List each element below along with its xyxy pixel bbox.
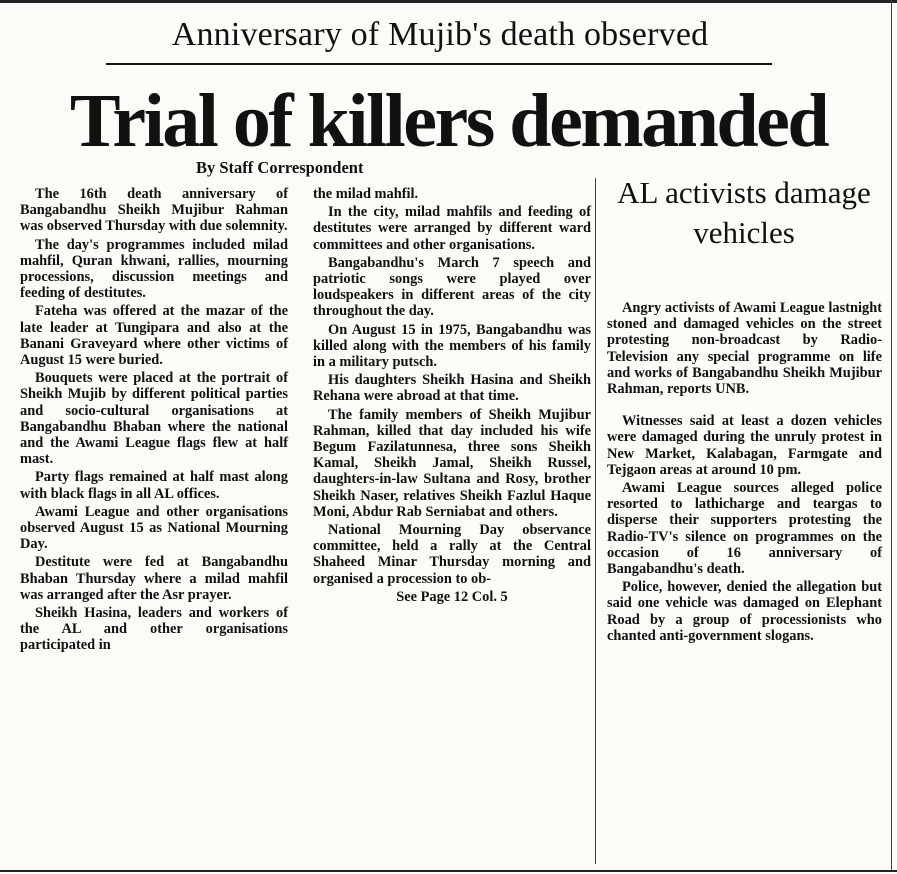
paragraph: In the city, milad mahfils and feeding of destitutes were arranged by different ward committees and other organisations. (313, 204, 591, 253)
paragraph: National Mourning Day observance committee, held a rally at the Central Shaheed Minar Thursday morning and organised a procession to ob- (313, 522, 591, 587)
sidebar-headline: AL activists damage vehicles (617, 175, 871, 250)
paragraph: Destitute were fed at Bangabandhu Bhaban Thursday where a milad mahfil was arranged after the Asr prayer. (20, 554, 288, 603)
paragraph: Angry activists of Awami League lastnight stoned and damaged vehicles on the street protesting non-broadcast by Radio-Television any special programme on life and works of Bangabandhu Sheikh Mujibur Rahman, reports UNB. (607, 300, 882, 398)
article-column-2 (313, 186, 591, 605)
paragraph: Party flags remained at half mast along with black flags in all AL offices. (20, 469, 288, 502)
paragraph: Sheikh Hasina, leaders and workers of the AL and other organisations participated in (20, 605, 288, 654)
right-edge-rule (891, 0, 892, 870)
bottom-border-rule (0, 870, 897, 872)
paragraph: Bouquets were placed at the portrait of Sheikh Mujib by different political parties and socio-cultural organisations at Bangabandhu Bhaban where the national and the Awami League flags flew at half mast. (20, 370, 288, 468)
paragraph: Bangabandhu's March 7 speech and patriotic songs were played over loudspeakers in different areas of the city throughout the day. (313, 254, 591, 320)
paragraph: Fateha was offered at the mazar of the late leader at Tungipara and also at the Banani Graveyard where other victims of August 15 were buried. (20, 303, 288, 369)
paragraph: The day's programmes included milad mahfil, Quran khwani, rallies, mourning processions, discussion meetings and feeding of destitutes. (20, 236, 288, 302)
main-headline: Trial of killers demanded (69, 79, 828, 163)
sidebar-article-body (607, 300, 882, 646)
article-column-1 (20, 186, 288, 656)
paragraph: The family members of Sheikh Mujibur Rahman, killed that day included his wife Begum Fazilatunnesa, three sons Sheikh Kamal, Sheikh Jamal, Sheikh Russel, daughters-in-law Sultana and Rosy, brother Sheikh Naser, relatives Sheikh Fazlul Haque Moni, Abdur Rab Serniabat and others. (313, 406, 591, 520)
paragraph: The 16th death anniversary of Bangabandhu Sheikh Mujibur Rahman was observed Thursday with due solemnity. (20, 186, 288, 235)
kicker-headline: Anniversary of Mujib's death observed (171, 16, 709, 53)
continued-on-page-note: See Page 12 Col. 5 (396, 588, 508, 605)
column-divider (595, 178, 596, 864)
byline: By Staff Correspondent (196, 158, 364, 177)
paragraph: the milad mahfil. (313, 186, 419, 202)
paragraph: His daughters Sheikh Hasina and Sheikh Rehana were abroad at that time. (313, 372, 591, 405)
top-border-rule (0, 0, 897, 3)
paragraph: Police, however, denied the allegation but said one vehicle was damaged on Elephant Road by a group of processionists who chanted anti-government slogans. (607, 579, 882, 644)
kicker-underline (106, 63, 772, 65)
paragraph: Witnesses said at least a dozen vehicles were damaged during the unruly protest in New Market, Kalabagan, Farmgate and Tejgaon areas at around 10 pm. (607, 413, 882, 478)
paragraph: Awami League sources alleged police resorted to lathicharge and teargas to disperse their supporters protesting the Radio-TV's silence on programmes on the occasion of 16 anniversary of Bangabandhu's death. (607, 480, 882, 578)
paragraph: Awami League and other organisations observed August 15 as National Mourning Day. (20, 503, 288, 553)
paragraph: On August 15 in 1975, Bangabandhu was killed along with the members of his family in a military putsch. (313, 321, 591, 371)
